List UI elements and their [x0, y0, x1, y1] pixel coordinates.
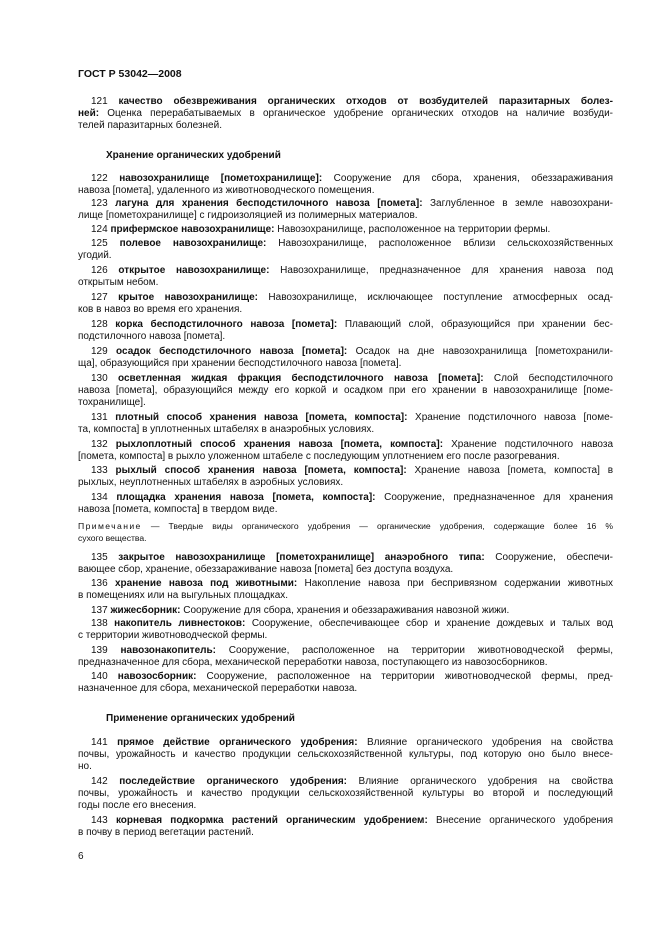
term-entry: 143 корневая подкормка растений органическим удобрением: Внесение органического удобрения — [91, 815, 613, 826]
definition-line: та, компоста] в уплотненных штабелях в анаэробных условиях. — [78, 424, 375, 435]
term-entry: 136 хранение навоза под животными: Накопление навоза при беспривязном содержании животных — [91, 578, 614, 589]
term-entry: 134 площадка хранения навоза [помета, компоста]: Сооружение, предназначенное для хранения — [91, 492, 613, 503]
term-entry: 133 рыхлый способ хранения навоза [помета, компоста]: Хранение навоза [помета, компоста] в — [91, 465, 614, 476]
section-heading-storage: Хранение органических удобрений — [106, 150, 281, 161]
definition-line: почвы, урожайность и качество продукции сельскохозяйственной культуры, под которую оно было внесе- — [78, 749, 613, 760]
term-entry: 132 рыхлоплотный способ хранения навоза [помета, компоста]: Хранение подстилочного навоза — [91, 439, 614, 450]
definition-line: годы после его внесения. — [78, 800, 197, 811]
term-entry: 129 осадок бесподстилочного навоза [помета]: Осадок на дне навозохранилища [пометохранили- — [91, 346, 613, 357]
definition-line: телей паразитарных болезней. — [78, 120, 222, 131]
note-continued: сухого вещества. — [78, 533, 147, 543]
document-header: ГОСТ Р 53042—2008 — [78, 68, 182, 80]
definition-line: с территории животноводческой фермы. — [78, 630, 268, 641]
term-entry: 140 навозосборник: Сооружение, расположенное на территории животноводческой фермы, пред- — [91, 671, 613, 682]
definition-line: навоза [помета], образующийся между его коркой и осадком при его хранении в навозохранилище [поме- — [78, 385, 613, 396]
term-entry: 125 полевое навозохранилище: Навозохранилище, расположенное вблизи сельскохозяйственных — [91, 238, 613, 249]
term-entry: 124 прифермское навозохранилище: Навозохранилище, расположенное на территории фермы. — [91, 224, 551, 235]
definition-line: назначенное для сбора, механической переработки навоза. — [78, 683, 358, 694]
definition-line: навоза [помета], удаленного из животноводческого помещения. — [78, 185, 375, 196]
term-entry: 131 плотный способ хранения навоза [помета, компоста]: Хранение подстилочного навоза [поме- — [91, 412, 614, 423]
term-entry: 135 закрытое навозохранилище [пометохранилище] анаэробного типа: Сооружение, обеспечи- — [91, 552, 613, 563]
definition-line: навоза [помета, компоста] в твердом виде. — [78, 504, 278, 515]
note: Примечание — Твердые виды органического удобрения — органические удобрения, содержащие более 16 % — [78, 521, 614, 531]
term-entry: 141 прямое действие органического удобрения: Влияние органического удобрения на свойства — [91, 737, 614, 748]
definition-line: вающее сбор, хранение, обеззараживание навоза [помета] без доступа воздуха. — [78, 564, 454, 575]
term-entry: 142 последействие органического удобрения: Влияние органического удобрения на свойства — [91, 776, 614, 787]
definition-line: ща], образующийся при хранении бесподстилочного навоза [помета]. — [78, 358, 402, 369]
term-entry-continued: ней: Оценка перерабатываемых в органическое удобрение органических отходов на наличие возбуди- — [78, 108, 614, 119]
term-entry: 128 корка бесподстилочного навоза [помета]: Плавающий слой, образующийся при хранении бес- — [91, 319, 613, 330]
term-entry: 123 лагуна для хранения бесподстилочного навоза [помета]: Заглубленное в земле навозохрани- — [91, 198, 614, 209]
page-number: 6 — [78, 851, 84, 862]
section-heading-application: Применение органических удобрений — [106, 713, 295, 724]
definition-line: лище [пометохранилище] с гидроизоляцией из полимерных материалов. — [78, 210, 418, 221]
definition-line: [помета, компоста] в рыхло уложенном штабеле с последующим уплотнением его после разогревания. — [78, 451, 560, 462]
term-entry: 138 накопитель ливнестоков: Сооружение, обеспечивающее сбор и хранение дождевых и талых вод — [91, 618, 613, 629]
definition-line: тохранилище]. — [78, 397, 146, 408]
term-entry: 126 открытое навозохранилище: Навозохранилище, предназначенное для хранения навоза под — [91, 265, 614, 276]
term-entry: 130 осветленная жидкая фракция бесподстилочного навоза [помета]: Слой бесподстилочного — [91, 373, 613, 384]
definition-line: рыхлых, неуплотненных штабелях в аэробных условиях. — [78, 477, 344, 488]
definition-line: почвы, урожайность и качество продукции сельскохозяйственной культуры во второй и последующий — [78, 788, 613, 799]
definition-line: угодий. — [78, 250, 112, 261]
term-entry: 127 крытое навозохранилище: Навозохранилище, исключающее поступление атмосферных осад- — [91, 292, 614, 303]
definition-line: в почву в период вегетации растений. — [78, 827, 254, 838]
term-entry: 139 навозонакопитель: Сооружение, расположенное на территории животноводческой фермы, — [91, 645, 614, 656]
definition-line: предназначенное для сбора, механической переработки навоза, поступающего из навозосборников. — [78, 657, 548, 668]
definition-line: но. — [78, 761, 92, 772]
definition-line: ков в навоз во время его хранения. — [78, 304, 243, 315]
term-entry: 121 качество обезвреживания органических отходов от возбудителей паразитарных болез- — [91, 96, 613, 107]
definition-line: в помещениях или на выгульных площадках. — [78, 590, 289, 601]
term-entry: 122 навозохранилище [пометохранилище]: Сооружение для сбора, хранения, обеззараживания — [91, 173, 614, 184]
definition-line: подстилочного навоза [помета]. — [78, 331, 226, 342]
definition-line: открытым небом. — [78, 277, 159, 288]
term-entry: 137 жижесборник: Сооружение для сбора, хранения и обеззараживания навозной жижи. — [91, 605, 510, 616]
